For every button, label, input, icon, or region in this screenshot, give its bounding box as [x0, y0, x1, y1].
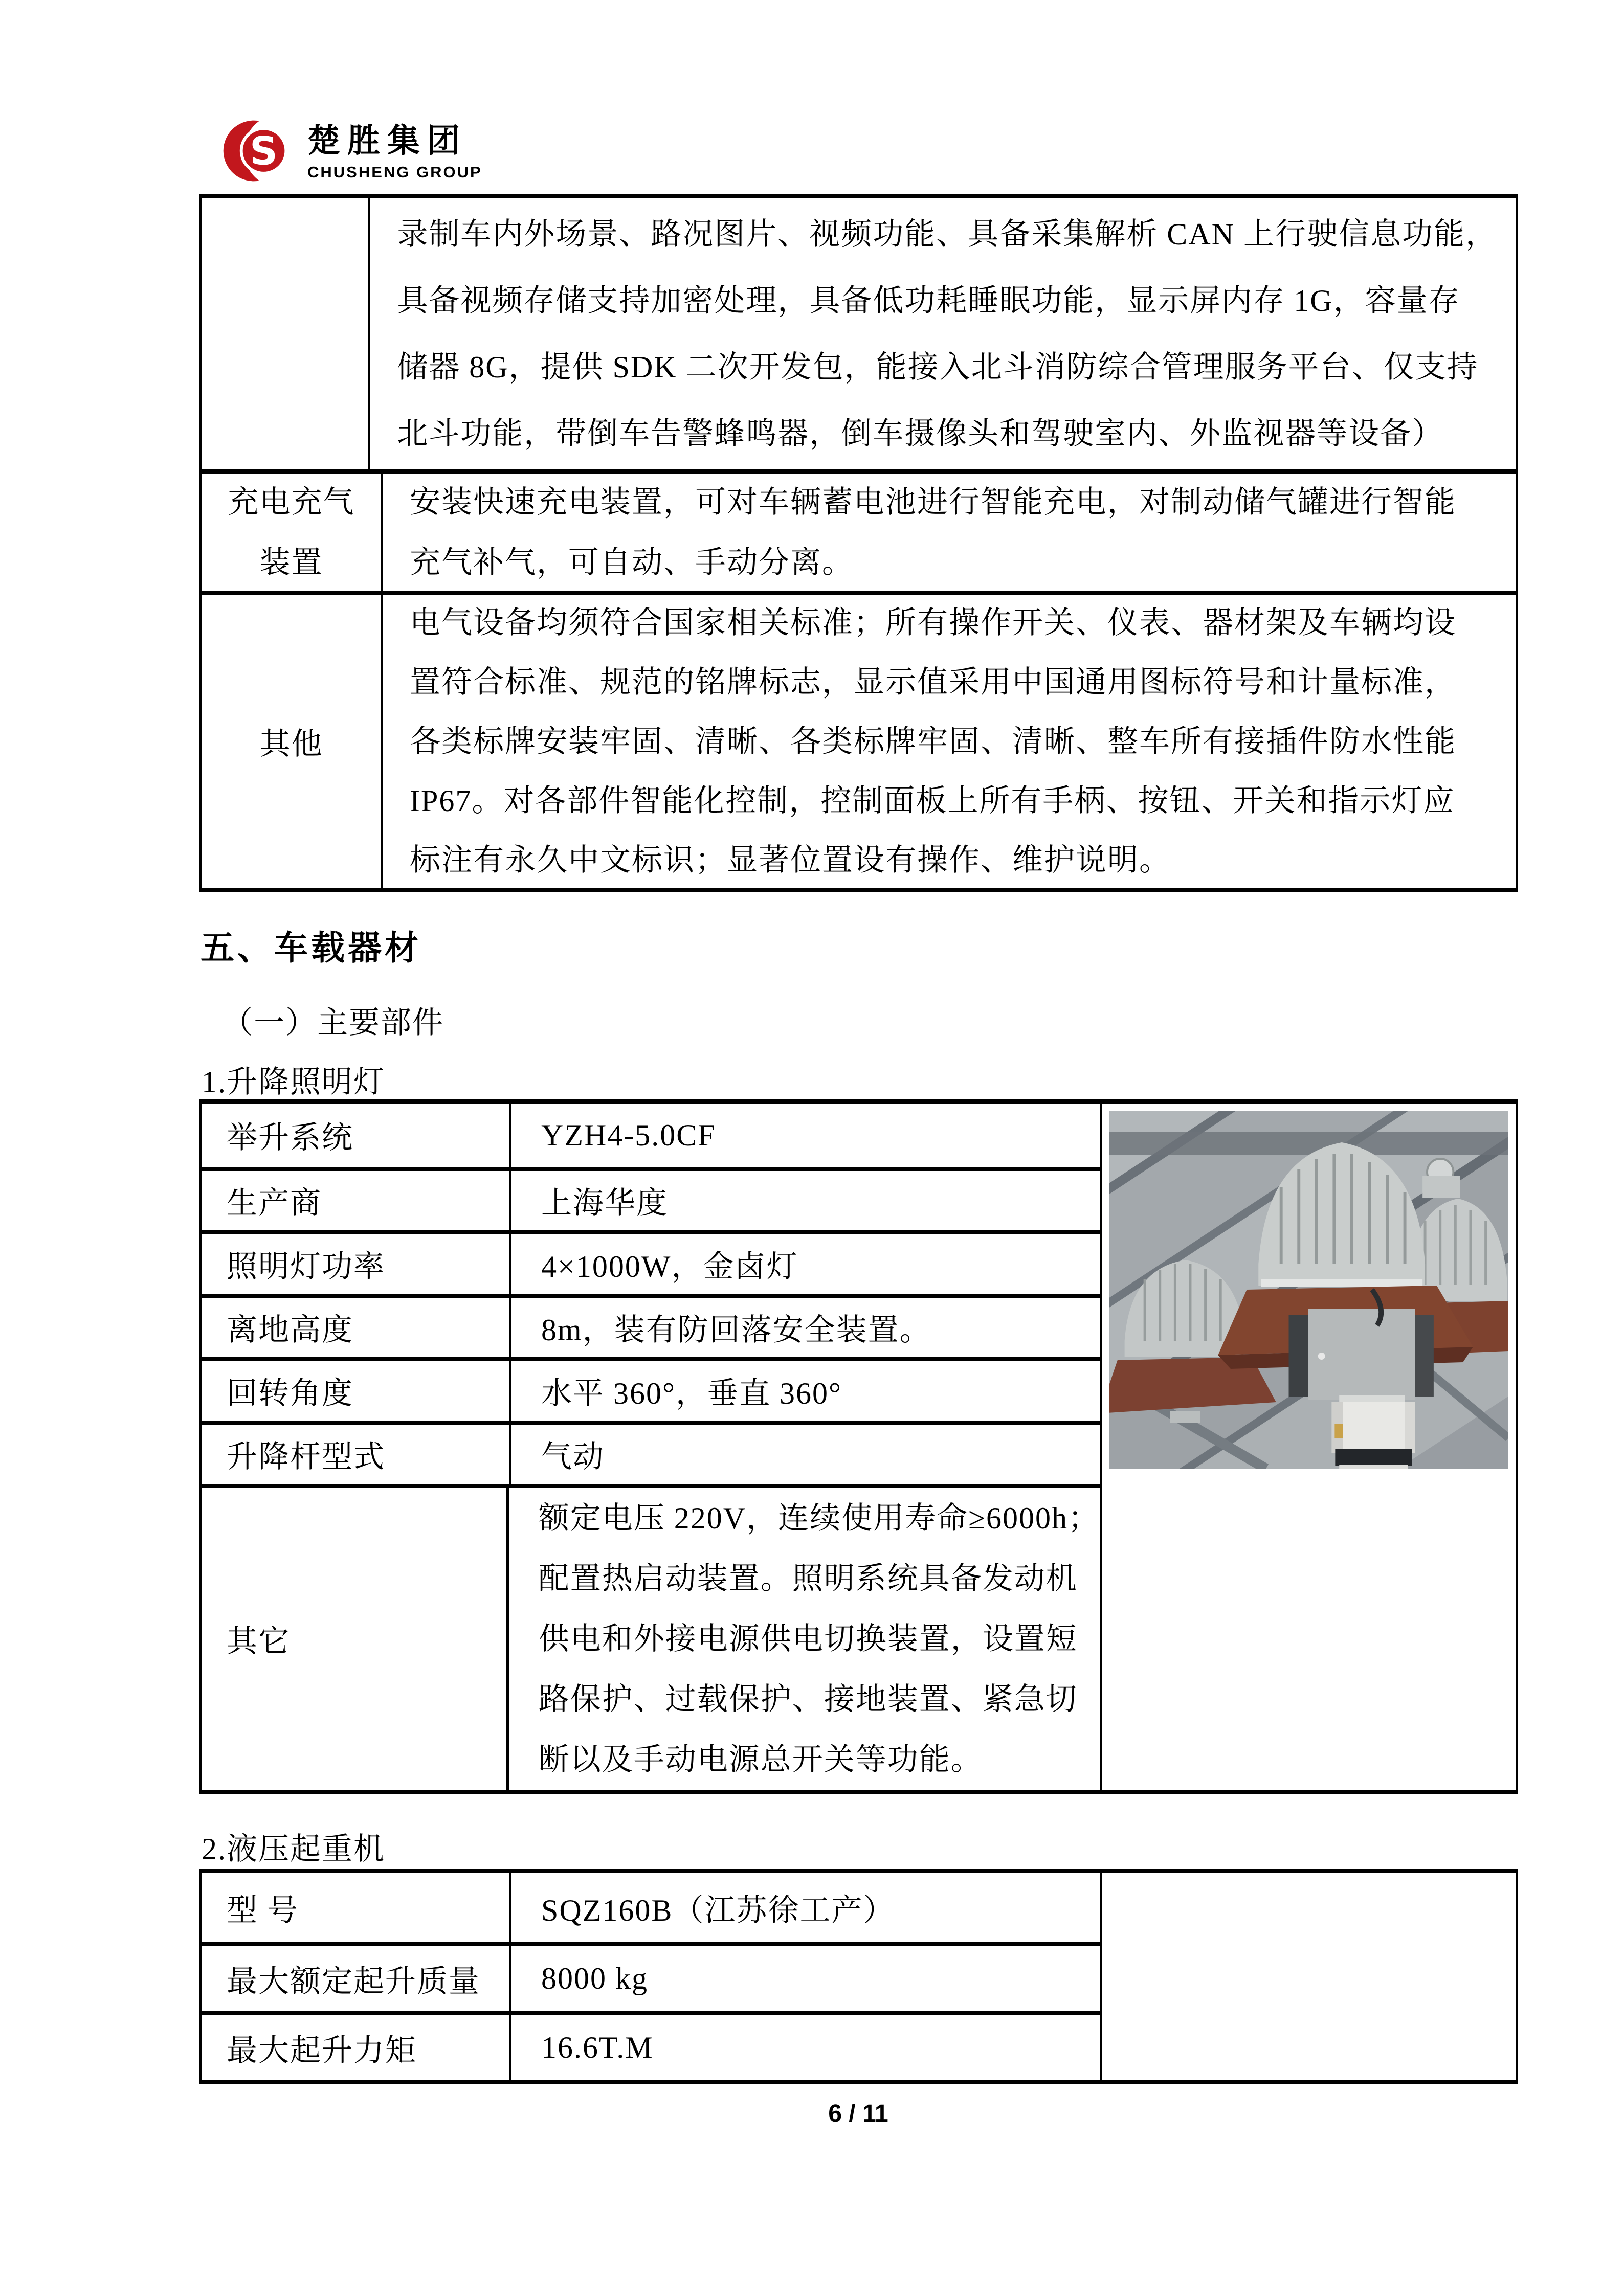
row-label: 升降杆型式 [202, 1425, 511, 1484]
content-line: 配置热启动装置。照明系统具备发动机 [538, 1562, 1078, 1595]
page-number: 6 / 11 [828, 2100, 888, 2127]
row-content [370, 198, 1516, 469]
lighting-spec-rows [202, 1104, 1102, 1790]
label-line: 装置 [259, 546, 323, 579]
content-line: 置符合标准、规范的铭牌标志，显示值采用中国通用图标符号和计量标准， [410, 665, 1456, 699]
row-label: 举升系统 [202, 1104, 511, 1167]
table-row [202, 1357, 1100, 1421]
row-label: 其他 [202, 595, 383, 888]
row-value: 16.6T.M [541, 2031, 654, 2064]
content-line: 具备视频存储支持加密处理，具备低功耗睡眠功能，显示屏内存 1G，容量存 [397, 284, 1460, 318]
content-line: 北斗功能，带倒车告警蜂鸣器，倒车摄像头和驾驶室内、外监视器等设备） [397, 417, 1444, 451]
table-row [202, 1484, 1100, 1790]
row-label: 照明灯功率 [202, 1234, 511, 1294]
company-logo [217, 114, 482, 188]
row-label: 最大额定起升质量 [202, 1946, 511, 2011]
row-value: 4×1000W，金卤灯 [541, 1250, 798, 1284]
row-value: 气动 [541, 1440, 605, 1474]
row-content [509, 1488, 1100, 1790]
lighting-photo-cell [1102, 1104, 1516, 1790]
content-line: 安装快速充电装置，可对车辆蓄电池进行智能充电，对制动储气罐进行智能 [410, 485, 1456, 519]
content-line: 路保护、过载保护、接地装置、紧急切 [538, 1682, 1078, 1716]
table-row [202, 1873, 1100, 1942]
row-label: 生产商 [202, 1171, 511, 1230]
content-line: 储器 8G，提供 SDK 二次开发包，能接入北斗消防综合管理服务平台、仅支持 [397, 350, 1479, 384]
row-label: 最大起升力矩 [202, 2015, 511, 2080]
table-row [202, 2011, 1100, 2080]
content-line: IP67。对各部件智能化控制，控制面板上所有手柄、按钮、开关和指示灯应 [410, 784, 1455, 818]
table-row [202, 1421, 1100, 1484]
crane-empty-cell [1102, 1873, 1516, 2080]
table-row [202, 1230, 1100, 1294]
content-line: 电气设备均须符合国家相关标准；所有操作开关、仪表、器材架及车辆均设 [410, 606, 1456, 640]
table-row [202, 1104, 1100, 1167]
brand-name-cn: 楚胜集团 [307, 122, 467, 159]
subsection-heading: （一）主要部件 [222, 1006, 444, 1040]
item2-heading: 2.液压起重机 [202, 1832, 385, 1866]
row-value: 8m，装有防回落安全装置。 [541, 1313, 931, 1347]
row-value: 8000 kg [541, 1962, 648, 1995]
row-value: 上海华度 [541, 1186, 668, 1220]
table-row [202, 591, 1516, 888]
row-content [383, 474, 1516, 591]
content-line: 充气补气，可自动、手动分离。 [410, 546, 854, 579]
label-line: 充电充气 [228, 485, 355, 519]
row-content [383, 595, 1516, 888]
row-value: SQZ160B（江苏徐工产） [541, 1893, 895, 1927]
row-label: 其它 [202, 1488, 509, 1790]
lighting-photo [1109, 1111, 1508, 1469]
table-row [202, 1942, 1100, 2011]
content-line: 录制车内外场景、路况图片、视频功能、具备采集解析 CAN 上行驶信息功能， [397, 217, 1497, 251]
row-label: 型 号 [202, 1873, 511, 1942]
table-row [202, 198, 1516, 469]
crane-spec-rows [202, 1873, 1102, 2080]
logo-s-letter: S [250, 128, 278, 174]
logo-text [307, 114, 482, 182]
row-label: 回转角度 [202, 1361, 511, 1421]
content-line: 额定电压 220V，连续使用寿命≥6000h； [538, 1501, 1100, 1535]
content-line: 标注有永久中文标识；显著位置设有操作、维护说明。 [410, 843, 1171, 877]
table-row [202, 1294, 1100, 1357]
brand-name-en: CHUSHENG GROUP [307, 163, 482, 181]
table-row [202, 469, 1516, 591]
section-heading: 五、车载器材 [201, 929, 421, 966]
row-label [202, 198, 370, 469]
row-value: 水平 360°，垂直 360° [541, 1377, 842, 1410]
content-line: 断以及手动电源总开关等功能。 [538, 1743, 983, 1776]
chusheng-logo-icon [217, 114, 292, 188]
crane-spec-table [199, 1869, 1518, 2084]
table-row [202, 1167, 1100, 1230]
electrical-spec-table [199, 194, 1518, 892]
lighting-spec-table [199, 1099, 1518, 1794]
row-value: YZH4-5.0CF [541, 1118, 716, 1152]
item1-heading: 1.升降照明灯 [202, 1065, 385, 1099]
row-label: 离地高度 [202, 1298, 511, 1357]
content-line: 各类标牌安装牢固、清晰、各类标牌牢固、清晰、整车所有接插件防水性能 [410, 725, 1456, 758]
row-label [202, 474, 383, 591]
content-line: 供电和外接电源供电切换装置，设置短 [538, 1622, 1078, 1656]
